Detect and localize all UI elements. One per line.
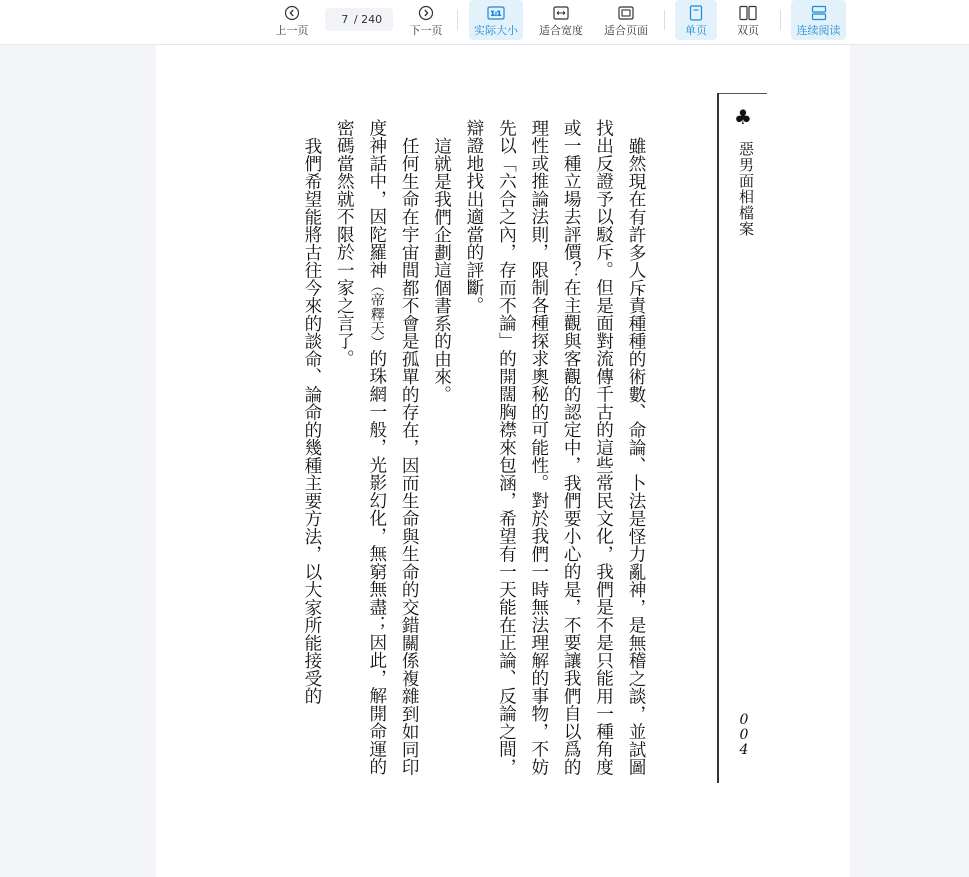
chevron-right-circle-icon bbox=[417, 4, 435, 22]
paragraph: 我們希望能將古往今來的談命、論命的幾種主要方法，以大家所能接受的 bbox=[301, 136, 322, 705]
single-page-button[interactable] bbox=[675, 0, 717, 40]
paragraph: 雖然現在有許多人斥責種種的術數、命論、卜法是怪力亂神，是無稽之談，並試圖找出反證予以駁斥。但是面對流傳千古的這些常民文化，我們是不是只能用一種角度或一種立場去評價？在主觀與客觀的認定中，我們要小心的是，不要讓我們自以爲的理性或推論法則，限制各種探求奧秘的可能性。對於我們一時無法理解的事物，不妨先以「六合之內，存而不論」的開闊胸襟來包涵，希望有一天能在正論、反論之間，辯證地找出適當的評斷。 bbox=[463, 119, 646, 776]
page-number: 004 bbox=[736, 712, 752, 757]
fit-page-icon bbox=[617, 4, 635, 22]
running-header-title: 惡男面相檔案 bbox=[737, 141, 755, 237]
fit-page-button[interactable] bbox=[598, 0, 654, 40]
actual-size-label: 实际大小 bbox=[474, 24, 518, 37]
page-number-input[interactable] bbox=[336, 13, 354, 26]
actual-size-icon bbox=[487, 4, 505, 22]
margin-rule-vertical bbox=[717, 93, 719, 783]
double-page-button[interactable] bbox=[727, 0, 769, 40]
fit-width-button[interactable] bbox=[533, 0, 589, 40]
parenthetical-note: （帝釋天） bbox=[368, 278, 385, 350]
toolbar-divider bbox=[664, 10, 665, 30]
single-page-icon bbox=[687, 4, 705, 22]
paragraph bbox=[328, 119, 425, 779]
chevron-left-circle-icon bbox=[283, 4, 301, 22]
prev-page-label: 上一页 bbox=[275, 24, 309, 37]
next-page-label: 下一页 bbox=[409, 24, 443, 37]
document-page bbox=[156, 45, 850, 877]
prev-page-button[interactable] bbox=[268, 0, 316, 40]
viewer-toolbar bbox=[0, 0, 969, 45]
single-page-label: 单页 bbox=[685, 24, 707, 37]
double-page-label: 双页 bbox=[737, 24, 759, 37]
next-page-button[interactable] bbox=[402, 0, 450, 40]
continuous-reading-button[interactable] bbox=[791, 0, 846, 40]
paragraph: 這就是我們企劃這個書系的由來。 bbox=[431, 136, 452, 403]
toolbar-divider bbox=[780, 10, 781, 30]
actual-size-button[interactable] bbox=[469, 0, 523, 40]
fit-width-icon bbox=[552, 4, 570, 22]
toolbar-divider bbox=[457, 10, 458, 30]
club-icon: ♣ bbox=[734, 105, 752, 129]
fit-width-label: 适合宽度 bbox=[539, 24, 583, 37]
paragraph-text: 任何生命在宇宙間都不會是孤單的存在，因而生命與生命的交錯關係複雜到如同印度神話中，因陀羅神 bbox=[366, 119, 420, 776]
page-indicator bbox=[325, 8, 393, 31]
body-text bbox=[276, 119, 652, 779]
paragraph-text: 的珠網一般，光影幻化，無窮無盡；因此，解開命運的密碼當然就不限於一家之言了。 bbox=[334, 119, 387, 776]
continuous-scroll-icon bbox=[810, 4, 828, 22]
header-rule-horizontal bbox=[717, 93, 767, 94]
svg-text:1:1: 1:1 bbox=[490, 9, 502, 18]
continuous-reading-label: 连续阅读 bbox=[796, 24, 841, 37]
double-page-icon bbox=[739, 4, 757, 22]
fit-page-label: 适合页面 bbox=[604, 24, 648, 37]
page-total: / 240 bbox=[353, 13, 383, 26]
